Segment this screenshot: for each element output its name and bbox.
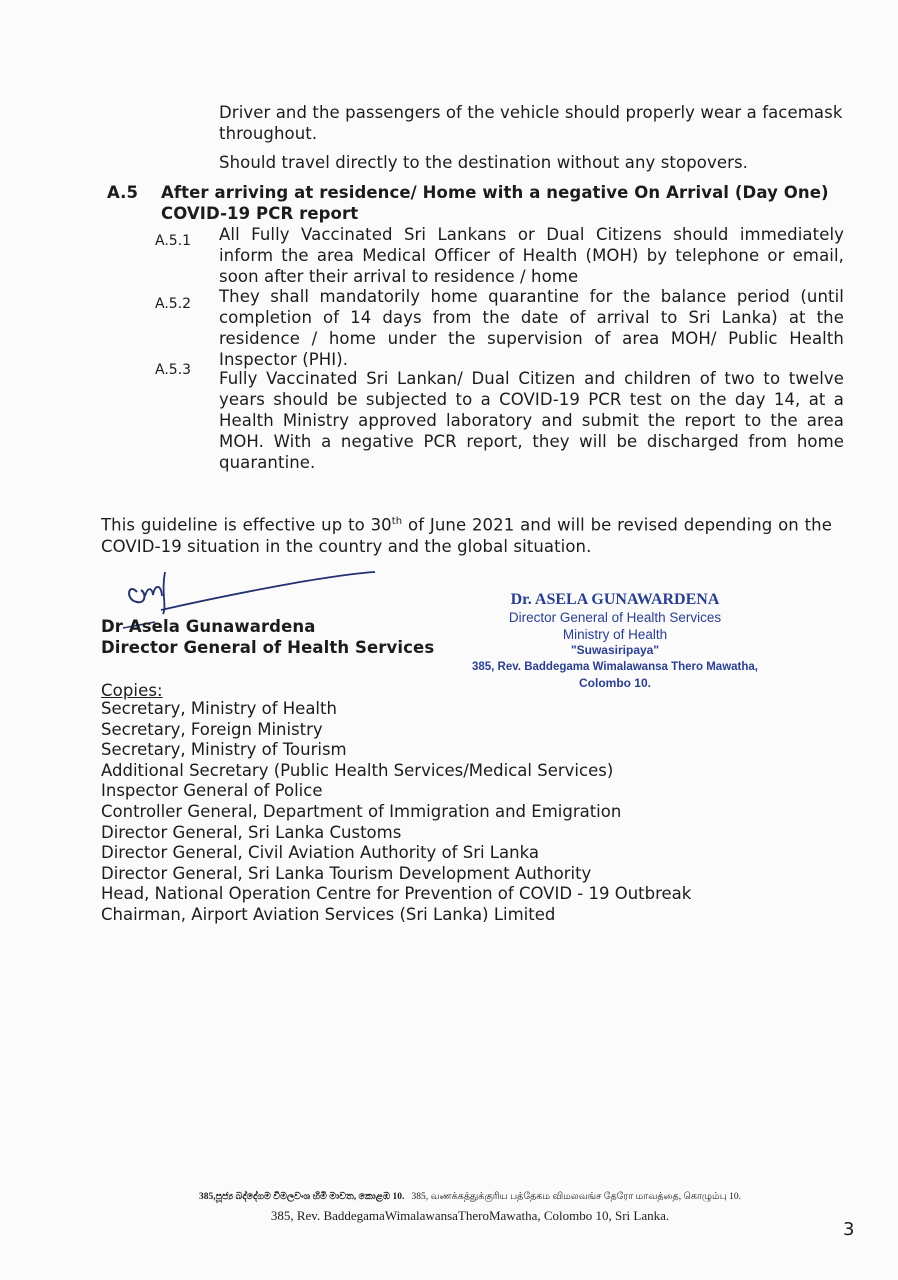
paragraph-direct-travel: Should travel directly to the destination without any stopovers. (219, 153, 749, 172)
signatory-name: Dr Asela Gunawardena (101, 617, 316, 636)
list-item: Controller General, Department of Immigration and Emigration (101, 801, 622, 821)
footer-address-local (100, 1191, 840, 1203)
list-item: Secretary, Ministry of Tourism (101, 740, 347, 760)
stamp-address: 385, Rev. Baddegama Wimalawansa Thero Mawatha, (471, 661, 758, 673)
page-number: 3 (843, 1219, 855, 1240)
item-text-a52: They shall mandatorily home quarantine for the balance period (until completion of 14 days from the date of arrival to Sri Lanka) at the residence / home under the supervision of area MOH/ Public Health Inspector (PHI). (219, 287, 844, 369)
signatory-title: Director General of Health Services (101, 638, 435, 657)
list-item: Additional Secretary (Public Health Services/Medical Services) (101, 760, 614, 780)
item-text-a51: All Fully Vaccinated Sri Lankans or Dual Citizens should immediately inform the area Medical Officer of Health (MOH) by telephone or email, soon after their arrival to residence / home (219, 225, 844, 286)
paragraph-facemask: Driver and the passengers of the vehicle should properly wear a facemask throughout. (219, 103, 843, 143)
stamp-title: Director General of Health Services (508, 610, 722, 625)
stamp-name: Dr. ASELA GUNAWARDENA (510, 591, 720, 608)
copies-heading: Copies: (101, 681, 163, 700)
item-number-a53: A.5.3 (155, 362, 192, 378)
copies-list (101, 699, 821, 926)
section-heading: After arriving at residence/ Home with a negative On Arrival (Day One) COVID-19 PCR report (161, 183, 829, 223)
list-item: Secretary, Foreign Ministry (101, 719, 323, 739)
item-number-a52: A.5.2 (155, 296, 192, 312)
item-number-a51: A.5.1 (155, 233, 192, 249)
list-item: Director General, Civil Aviation Authority of Sri Lanka (101, 843, 539, 863)
list-item: Head, National Operation Centre for Prevention of COVID - 19 Outbreak (101, 884, 692, 904)
list-item: Director General, Sri Lanka Tourism Development Authority (101, 863, 592, 883)
list-item: Chairman, Airport Aviation Services (Sri Lanka) Limited (101, 904, 556, 924)
stamp-building: "Suwasiripaya" (570, 643, 660, 657)
item-text-a53: Fully Vaccinated Sri Lankan/ Dual Citizen and children of two to twelve years should be subjected to a COVID-19 PCR test on the day 14, at a Health Ministry approved laboratory and submit the report to the area MOH. With a negative PCR report, they will be discharged from home quarantine. (219, 369, 844, 472)
guideline-paragraph: This guideline is effective up to 30th of June 2021 and will be revised depending on the COVID-19 situation in the country and the global situation. (101, 515, 832, 556)
list-item: Secretary, Ministry of Health (101, 699, 337, 718)
footer-tamil: 385, வணக்கத்துக்குரிய பத்தேகம விமலவங்ச தேரோ மாவத்தை, கொழும்பு 10. (411, 1192, 742, 1202)
list-item: Inspector General of Police (101, 781, 323, 801)
official-stamp (470, 590, 760, 691)
footer-sinhala: 385,පූජ්‍ය බද්දේගම විමලවංශ හිමි මාවත, කොළඹ 10. (198, 1192, 405, 1202)
stamp-city: Colombo 10. (578, 676, 651, 690)
list-item: Director General, Sri Lanka Customs (101, 822, 402, 842)
stamp-ministry: Ministry of Health (562, 627, 668, 642)
footer-address-english: 385, Rev. BaddegamaWimalawansaTheroMawatha, Colombo 10, Sri Lanka. (270, 1208, 670, 1223)
section-number: A.5 (107, 183, 139, 202)
